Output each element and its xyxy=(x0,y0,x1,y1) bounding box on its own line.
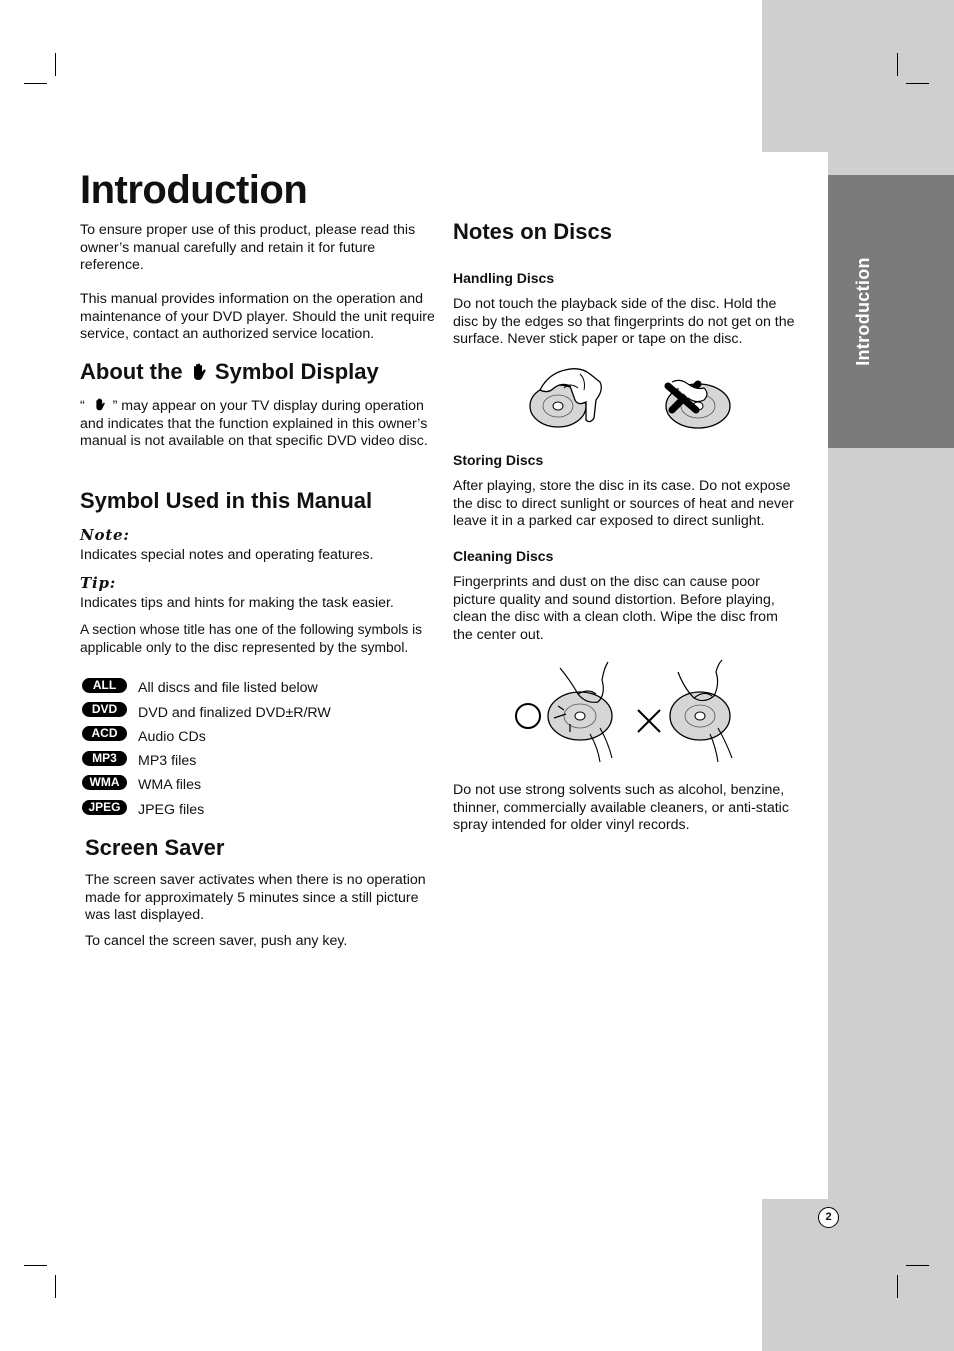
crop-mark xyxy=(55,1275,56,1298)
heading-text: Symbol Display xyxy=(214,359,379,384)
screen-saver-text: The screen saver activates when there is no operation made for approximately 5 minutes since a still picture was last displayed. xyxy=(85,872,426,923)
symbol-display-body: ” may appear on your TV display during operation and indicates that the function explained in this owner’s manual is not available on that specific DVD video disc. xyxy=(80,398,428,449)
margin-band-top xyxy=(762,0,954,152)
tip-text: Indicates tips and hints for making the task easier. xyxy=(80,595,394,611)
section-symbol-text: A section whose title has one of the following symbols is applicable only to the disc represented by the symbol. xyxy=(80,622,423,655)
storing-text: After playing, store the disc in its case. Do not expose the disc to direct sunlight or sources of heat and never leave it in a parked car exposed to direct sunlight. xyxy=(453,478,794,529)
quote-mark: “ xyxy=(80,398,85,414)
incorrect-cross-icon xyxy=(638,710,660,732)
handling-text: Do not touch the playback side of the disc. Hold the disc by the edges so that fingerprints do not get on the surface. Never stick paper or tape on the disc. xyxy=(453,296,795,347)
intro-paragraph: This manual provides information on the operation and maintenance of your DVD player. Should the unit require service, contact an authorized service location. xyxy=(80,291,435,342)
intro-paragraph: To ensure proper use of this product, please read this owner’s manual carefully and retain it for future reference. xyxy=(80,222,416,273)
handling-heading: Handling Discs xyxy=(453,270,555,286)
crop-mark xyxy=(897,53,898,76)
disc-description: WMA files xyxy=(138,777,202,793)
note-text: Indicates special notes and operating features. xyxy=(80,547,374,563)
tip-label: Tip: xyxy=(80,574,117,592)
disc-handling-illustration xyxy=(520,360,740,435)
crop-mark xyxy=(24,83,47,84)
correct-cleaning-figure xyxy=(548,662,612,762)
disc-badge-acd: ACD xyxy=(82,726,127,741)
disc-badge-all: ALL xyxy=(82,678,127,693)
screen-saver-text: To cancel the screen saver, push any key. xyxy=(85,933,348,949)
crop-mark xyxy=(906,83,929,84)
note-label: Note: xyxy=(80,526,130,544)
cleaning-heading: Cleaning Discs xyxy=(453,548,554,564)
disc-description: All discs and file listed below xyxy=(138,680,318,696)
disc-description: JPEG files xyxy=(138,802,205,818)
symbol-manual-heading: Symbol Used in this Manual xyxy=(80,488,373,513)
disc-badge-mp3: MP3 xyxy=(82,751,127,766)
crop-mark xyxy=(55,53,56,76)
storing-heading: Storing Discs xyxy=(453,452,544,468)
disc-cleaning-illustration xyxy=(508,658,743,768)
disc-badge-jpeg: JPEG xyxy=(82,800,127,815)
notes-on-discs-heading: Notes on Discs xyxy=(453,219,612,244)
screen-saver-heading: Screen Saver xyxy=(85,835,225,860)
disc-description: DVD and finalized DVD±R/RW xyxy=(138,705,331,721)
disc-badge-wma: WMA xyxy=(82,775,127,790)
section-tab-label: Introduction xyxy=(852,257,873,366)
incorrect-handling-figure xyxy=(666,380,730,428)
invalid-hand-icon xyxy=(191,363,207,381)
crop-mark xyxy=(906,1265,929,1266)
solvents-text: Do not use strong solvents such as alcohol, benzine, thinner, commercially available cleaners, or anti-static spray intended for older vinyl records. xyxy=(453,782,789,833)
disc-description: Audio CDs xyxy=(138,729,206,745)
page-title: Introduction xyxy=(80,168,308,212)
margin-band-bottom xyxy=(762,1199,954,1351)
crop-mark xyxy=(897,1275,898,1298)
page-number: 2 xyxy=(818,1207,839,1228)
symbol-display-heading xyxy=(80,359,379,385)
disc-badge-dvd: DVD xyxy=(82,702,127,717)
disc-description: MP3 files xyxy=(138,753,197,769)
symbol-display-text xyxy=(80,398,430,451)
crop-mark xyxy=(24,1265,47,1266)
incorrect-cleaning-figure xyxy=(670,660,732,762)
heading-text: About the xyxy=(80,359,183,384)
cleaning-text: Fingerprints and dust on the disc can cause poor picture quality and sound distortion. Before playing, clean the disc with a clean cloth. Wipe the disc from the center out. xyxy=(453,574,778,643)
correct-handling-figure xyxy=(530,369,601,427)
invalid-hand-icon xyxy=(94,398,106,411)
correct-circle-icon xyxy=(516,704,540,728)
